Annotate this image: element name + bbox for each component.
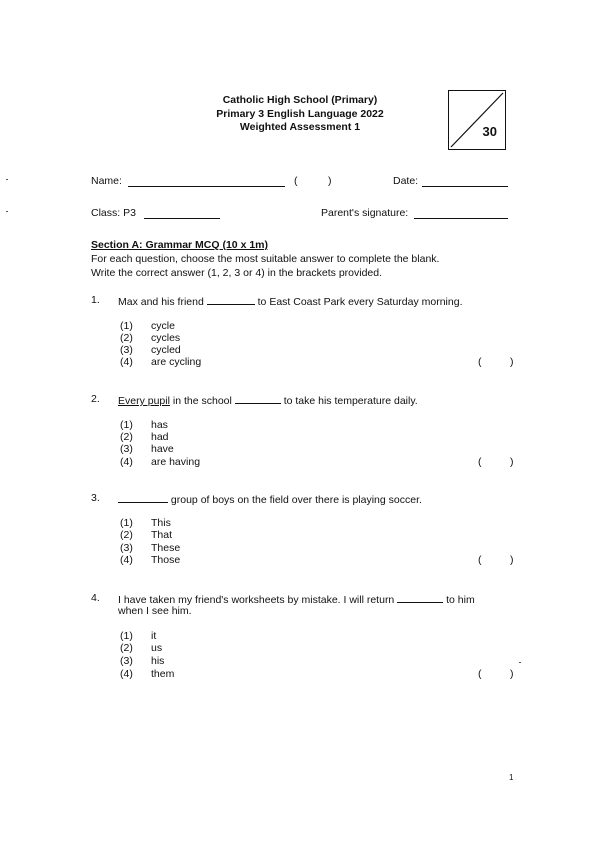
question-number: 4. [91, 592, 100, 604]
question-text-post: to East Coast Park every Saturday morning. [257, 296, 463, 308]
question-text-post: group of boys on the field over there is playing soccer. [170, 494, 422, 506]
option-number: (2) [120, 642, 133, 654]
option-text: have [151, 443, 174, 455]
option-number: (3) [120, 443, 133, 455]
scan-speck [519, 662, 521, 663]
option-number: (1) [120, 419, 133, 431]
option-number: (3) [120, 655, 133, 667]
option-text: us [151, 642, 163, 654]
option-number: (1) [120, 630, 133, 642]
option-number: (4) [120, 668, 133, 680]
answer-paren-close: ) [510, 356, 514, 368]
option-number: (2) [120, 431, 133, 443]
score-box [448, 90, 506, 150]
answer-paren-close: ) [510, 456, 514, 468]
option-text: them [151, 668, 175, 680]
question-text-pre: in the school [172, 395, 232, 407]
assessment-title: Weighted Assessment 1 [239, 121, 361, 133]
section-title: Section A: Grammar MCQ (10 x 1m) [91, 239, 268, 251]
option-text: are having [151, 456, 201, 468]
option-text: cycles [151, 332, 181, 344]
option-text: his [151, 655, 165, 667]
date-label: Date: [393, 175, 419, 187]
option-text: cycled [151, 344, 181, 356]
answer-paren-open: ( [478, 554, 482, 566]
answer-blank [207, 294, 255, 305]
scan-speck [6, 211, 8, 212]
answer-paren-open: ( [478, 668, 482, 680]
option-text: This [151, 517, 171, 529]
instruction-line-1: For each question, choose the most suitable answer to complete the blank. [91, 253, 440, 265]
option-number: (3) [120, 542, 133, 554]
answer-paren-open: ( [478, 456, 482, 468]
class-field[interactable] [144, 208, 220, 219]
option-text: had [151, 431, 169, 443]
option-number: (4) [120, 456, 133, 468]
name-label: Name: [91, 175, 122, 187]
question-number: 1. [91, 294, 100, 306]
register-paren-close: ) [328, 175, 332, 187]
subject-title: Primary 3 English Language 2022 [216, 108, 384, 120]
option-text: These [151, 542, 181, 554]
option-text: it [151, 630, 157, 642]
class-label: Class: P3 [91, 207, 136, 219]
option-number: (1) [120, 517, 133, 529]
option-number: (4) [120, 356, 133, 368]
answer-blank [235, 393, 281, 404]
page-number: 1 [509, 773, 514, 782]
name-field[interactable] [128, 176, 285, 187]
question-text-post: to take his temperature daily. [283, 395, 418, 407]
underlined-subject: Every pupil [118, 395, 170, 407]
option-text: are cycling [151, 356, 202, 368]
option-text: That [151, 529, 173, 541]
question-text [118, 393, 418, 407]
option-number: (1) [120, 320, 133, 332]
question-text [118, 492, 422, 506]
signature-label: Parent's signature: [321, 207, 409, 219]
signature-field[interactable] [414, 208, 508, 219]
question-text [118, 592, 475, 606]
question-text-pre: I have taken my friend's worksheets by mistake. I will return [118, 594, 395, 606]
answer-blank [118, 492, 168, 503]
school-name: Catholic High School (Primary) [222, 94, 378, 106]
question-text-pre: Max and his friend [118, 296, 204, 308]
question-text [118, 294, 462, 308]
option-number: (3) [120, 344, 133, 356]
option-number: (2) [120, 332, 133, 344]
option-text: has [151, 419, 168, 431]
date-field[interactable] [422, 176, 508, 187]
question-number: 2. [91, 393, 100, 405]
answer-paren-open: ( [478, 356, 482, 368]
question-text-line-2: when I see him. [118, 605, 192, 617]
total-marks: 30 [482, 124, 497, 139]
option-number: (4) [120, 554, 133, 566]
scan-speck [6, 179, 8, 180]
option-number: (2) [120, 529, 133, 541]
register-paren-open: ( [294, 175, 298, 187]
score-diagonal [449, 91, 505, 149]
question-text-post: to him [446, 594, 475, 606]
answer-paren-close: ) [510, 668, 514, 680]
answer-blank [397, 592, 443, 603]
question-number: 3. [91, 492, 100, 504]
instruction-line-2: Write the correct answer (1, 2, 3 or 4) in the brackets provided. [91, 267, 383, 279]
option-text: cycle [151, 320, 175, 332]
answer-paren-close: ) [510, 554, 514, 566]
option-text: Those [151, 554, 181, 566]
